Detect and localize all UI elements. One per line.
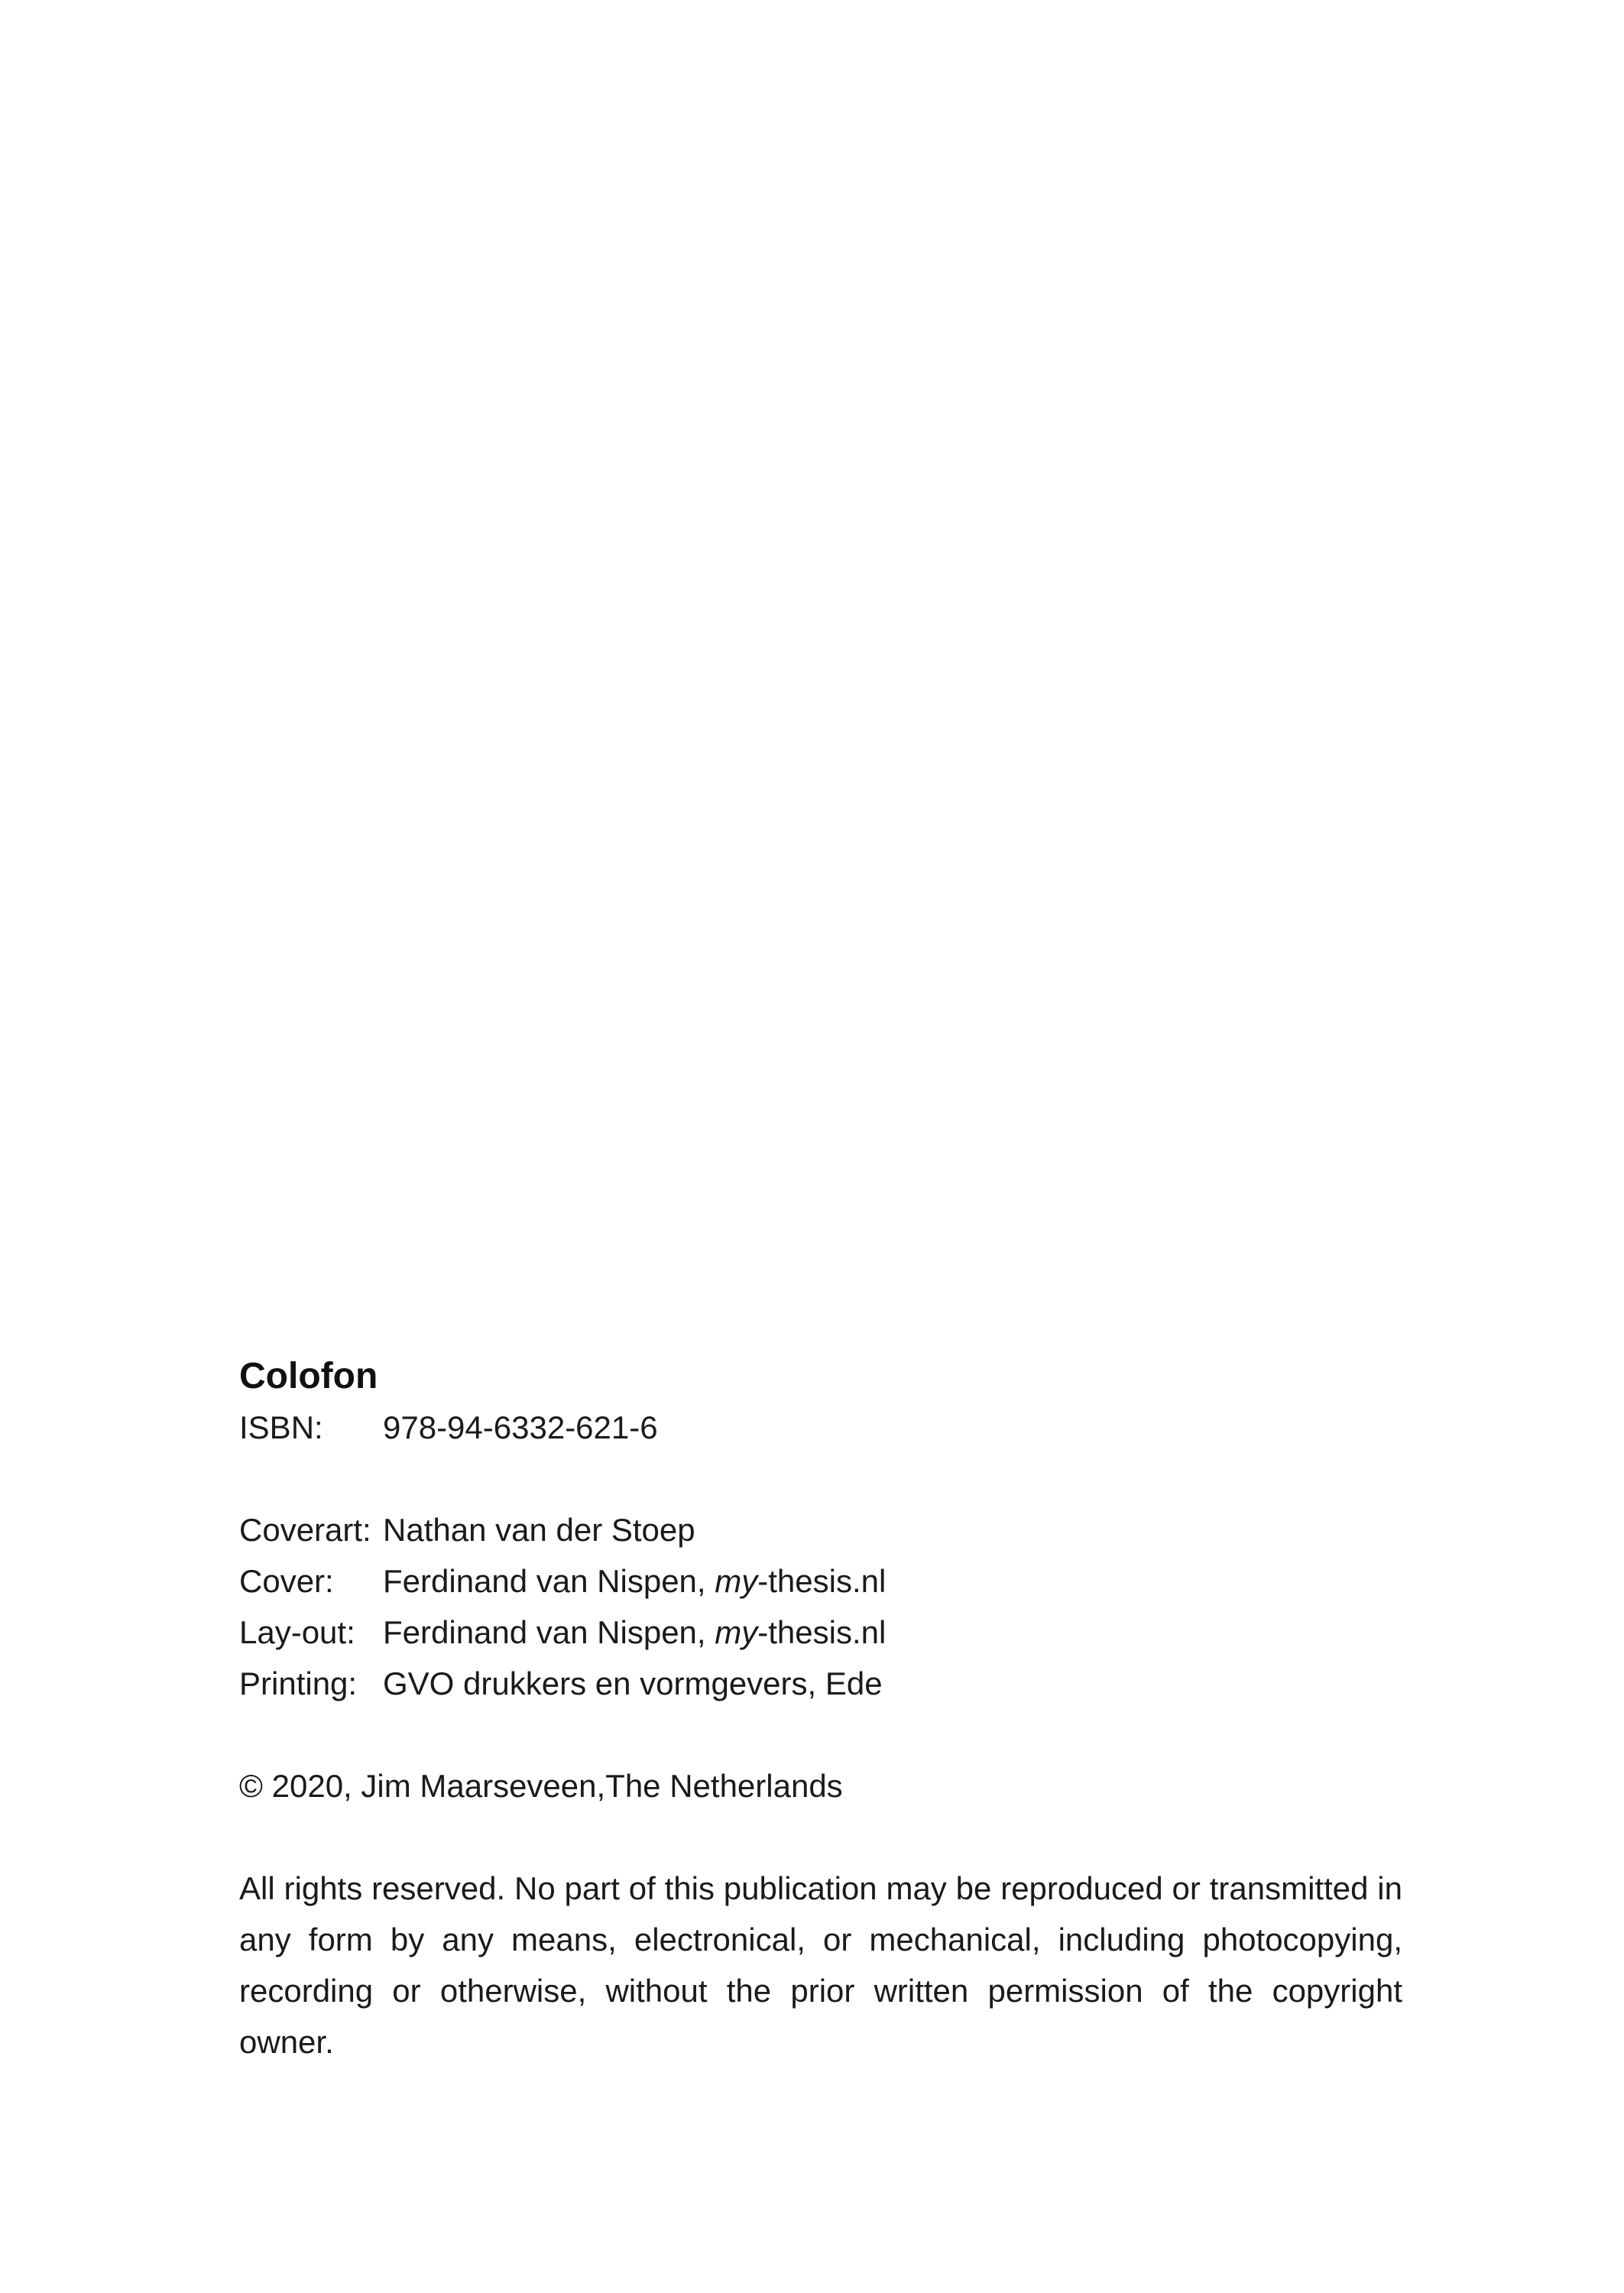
credit-row-layout	[239, 1607, 1402, 1658]
colofon-section	[239, 1351, 1402, 2068]
credit-label: Printing:	[239, 1665, 358, 1701]
site-prefix: my	[715, 1563, 758, 1599]
rights-statement: All rights reserved. No part of this publication may be reproduced or transmitted in any form by any means, electronical, or mechanical, including photocopying, recording or otherwise, without the prior written permission of the copyright owner.	[239, 1870, 1402, 2060]
spacer	[239, 1453, 1402, 1504]
credit-label: Lay-out:	[239, 1614, 355, 1650]
isbn-label: ISBN:	[239, 1409, 323, 1445]
credit-row-cover	[239, 1555, 1402, 1607]
site-suffix: -thesis.nl	[757, 1563, 887, 1599]
site-suffix: -thesis.nl	[757, 1614, 887, 1650]
isbn-value: 978-94-6332-621-6	[383, 1409, 658, 1445]
credit-value: Nathan van der Stoep	[383, 1512, 695, 1548]
site-prefix: my	[715, 1614, 758, 1650]
credit-value: Ferdinand van Nispen, my-thesis.nl	[383, 1563, 887, 1599]
spacer	[239, 1709, 1402, 1760]
credit-value: Ferdinand van Nispen, my-thesis.nl	[383, 1614, 887, 1650]
isbn-row	[239, 1402, 1402, 1453]
copyright-line: © 2020, Jim Maarseveen,The Netherlands	[239, 1768, 843, 1804]
spacer	[239, 1811, 1402, 1863]
credit-label: Coverart:	[239, 1512, 371, 1548]
colofon-title: Colofon	[239, 1356, 378, 1396]
credit-label: Cover:	[239, 1563, 334, 1599]
credit-value: GVO drukkers en vormgevers, Ede	[383, 1665, 883, 1701]
credit-row-printing	[239, 1658, 1402, 1709]
credit-row-coverart	[239, 1504, 1402, 1555]
